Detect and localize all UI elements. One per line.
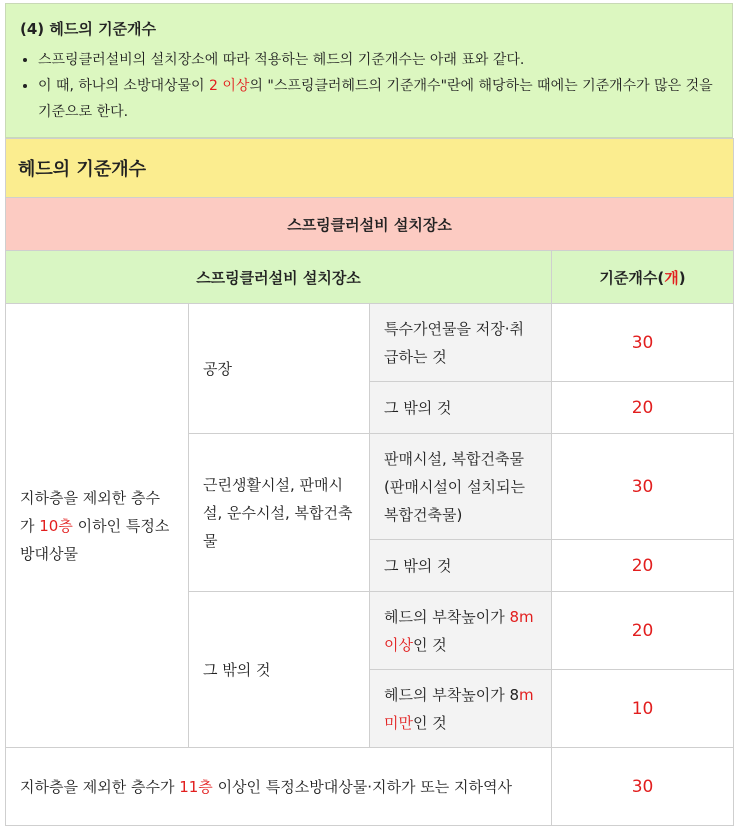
highlight-text: 8m 이상 bbox=[384, 607, 534, 654]
group-under-10-floors bbox=[6, 304, 189, 748]
count-cell: 30 bbox=[552, 304, 734, 382]
commercial-sales-row: 판매시설, 복합건축물(판매시설이 설치되는 복합건축물) bbox=[370, 434, 552, 540]
highlight-text: 2 이상 bbox=[209, 78, 250, 94]
count-cell: 20 bbox=[552, 592, 734, 670]
cell-text: 인 것 bbox=[412, 635, 447, 654]
head-count-table bbox=[5, 138, 734, 826]
header-unit: 개 bbox=[664, 268, 679, 287]
other-low-row bbox=[370, 670, 552, 748]
count-cell: 30 bbox=[552, 748, 734, 826]
cell-text: 이하인 특정소방대상물 bbox=[20, 516, 170, 563]
highlight-text: 11층 bbox=[179, 777, 213, 796]
document bbox=[5, 3, 733, 826]
table-subtitle: 스프링클러설비 설치장소 bbox=[6, 198, 734, 251]
category-commercial: 근린생활시설, 판매시설, 운수시설, 복합건축물 bbox=[189, 434, 370, 592]
category-factory: 공장 bbox=[189, 304, 370, 434]
highlight-text: m 미만 bbox=[384, 685, 534, 732]
count-cell: 10 bbox=[552, 670, 734, 748]
intro-list bbox=[20, 47, 718, 125]
header-text: ) bbox=[678, 268, 686, 287]
header-count bbox=[552, 251, 734, 304]
cell-text: 이상인 특정소방대상물·지하가 또는 지하역사 bbox=[212, 777, 512, 796]
bullet-text: 의 "스프링클러헤드의 기준개수"란에 해당하는 때에는 기준개수가 많은 것을 기준으로 한다. bbox=[38, 78, 713, 120]
cell-text: 인 것 bbox=[412, 713, 447, 732]
count-cell: 20 bbox=[552, 382, 734, 434]
table-title: 헤드의 기준개수 bbox=[6, 139, 734, 198]
cell-text: 헤드의 부착높이가 8 bbox=[384, 685, 520, 704]
cell-text: 지하층을 제외한 층수가 bbox=[20, 488, 160, 535]
commercial-other-row: 그 밖의 것 bbox=[370, 540, 552, 592]
header-place: 스프링클러설비 설치장소 bbox=[6, 251, 552, 304]
other-high-row bbox=[370, 592, 552, 670]
factory-special-row: 특수가연물을 저장·취급하는 것 bbox=[370, 304, 552, 382]
factory-other-row: 그 밖의 것 bbox=[370, 382, 552, 434]
cell-text: 헤드의 부착높이가 bbox=[384, 607, 510, 626]
highlight-text: 10층 bbox=[39, 516, 73, 535]
group-over-11-floors bbox=[6, 748, 552, 826]
count-cell: 20 bbox=[552, 540, 734, 592]
intro-bullet-1: • 스프링클러설비의 설치장소에 따라 적용하는 헤드의 기준개수는 아래 표와 같다. bbox=[38, 47, 718, 73]
cell-text: 지하층을 제외한 층수가 bbox=[20, 777, 180, 796]
header-text: 기준개수( bbox=[599, 268, 665, 287]
section-heading: (4) 헤드의 기준개수 bbox=[20, 20, 157, 38]
bullet-text: 이 때, 하나의 소방대상물이 bbox=[38, 78, 210, 94]
category-other: 그 밖의 것 bbox=[189, 592, 370, 748]
intro-box bbox=[5, 3, 733, 138]
count-cell: 30 bbox=[552, 434, 734, 540]
intro-bullet-2 bbox=[38, 73, 718, 125]
